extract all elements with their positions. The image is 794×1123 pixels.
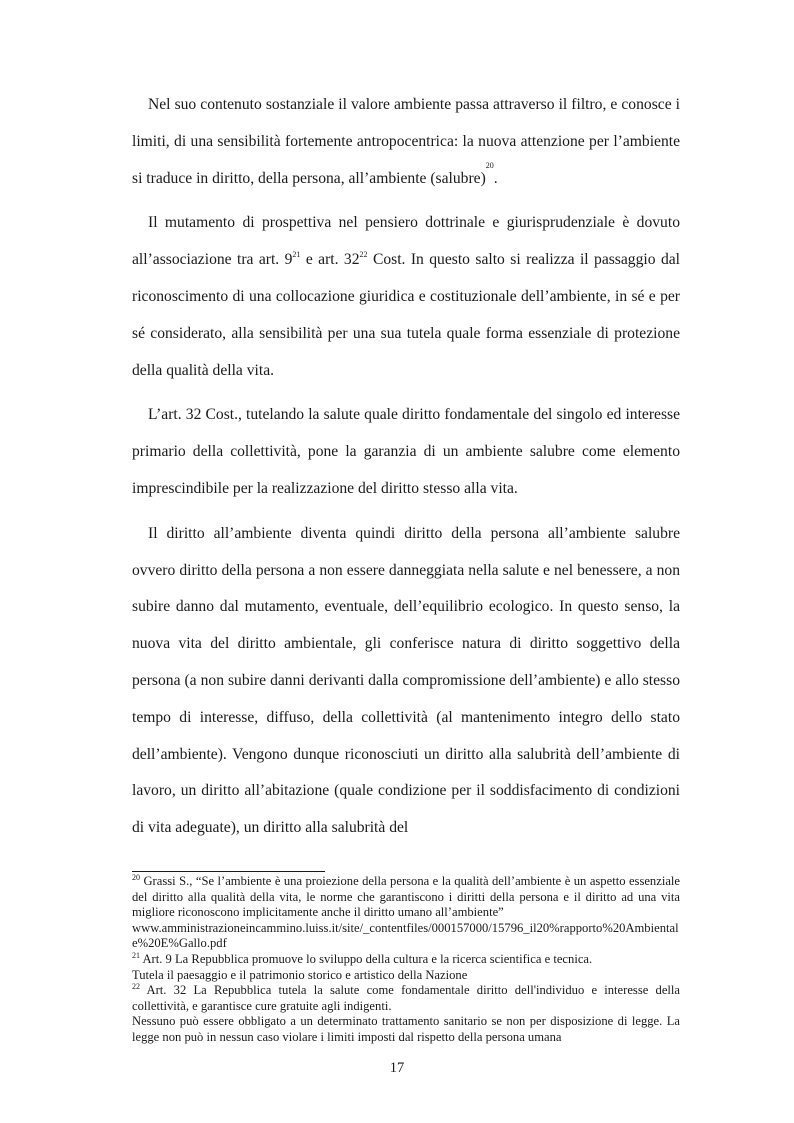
footnote-ref-20[interactable]: 20 — [485, 160, 494, 170]
paragraph-3: L’art. 32 Cost., tutelando la salute quale diritto fondamentale del singolo ed interesse primario della collettività, pone la garanzia di un ambiente salubre come elemento imprescindibile per la realizzazione del diritto stesso alla vita. — [132, 406, 680, 497]
footnote-ref-21[interactable]: 21 — [292, 250, 301, 260]
footnote-separator — [132, 871, 325, 872]
paragraph-1-text: Nel suo contenuto sostanziale il valore ambiente passa attraverso il filtro, e conosce i limiti, di una sensibilità fortemente antropocentrica: la nuova attenzione per l’ambiente si traduce in diritto, della persona, all’ambiente (salubre) — [132, 96, 680, 187]
footnote-20-link[interactable]: www.amministrazioneincammino.luiss.it/site/_contentfiles/000157000/15796_il20%rapporto%20Ambientale%20E%Gallo.pdf — [132, 920, 679, 951]
footnotes — [132, 874, 680, 1046]
paragraph-1-end: . — [493, 169, 498, 187]
paragraph-1 — [132, 87, 680, 197]
footnote-number-21: 21 — [132, 950, 140, 960]
footnote-ref-22[interactable]: 22 — [359, 250, 368, 260]
footnote-number-20: 20 — [132, 873, 140, 882]
footnote-number-22: 22 — [132, 982, 140, 992]
footnote-20 — [132, 874, 680, 952]
paragraph-2-text-b: e art. 32 — [300, 251, 360, 269]
footnote-22-line-1: Art. 32 La Repubblica tutela la salute come fondamentale diritto dell'individuo e interesse della collettività, e garantisce cure gratuite agli indigenti. — [132, 983, 680, 1013]
paragraph-4: Il diritto all’ambiente diventa quindi diritto della persona all’ambiente salubre ovvero diritto della persona a non essere danneggiata nella salute e nel benessere, a non subire danno dal mutamento, eventuale, dell’equilibrio ecologico. In questo senso, la nuova vita del diritto ambientale, gli conferisce natura di diritto soggettivo della persona (a non subire danni derivanti dalla compromissione dell’ambiente) e allo stesso tempo di interesse, diffuso, della collettività (al mantenimento integro dello stato dell’ambiente). Vengono dunque riconosciuti un diritto alla salubrità dell’ambiente di lavoro, un diritto all’abitazione (quale condizione per il soddisfacimento di condizioni di vita adeguate), un diritto alla salubrità del — [132, 524, 680, 837]
paragraph-2 — [132, 205, 680, 389]
page-number: 17 — [389, 1060, 405, 1076]
paragraph-2-text-c: Cost. In questo salto si realizza il passaggio dal riconoscimento di una collocazione giuridica e costituzionale dell’ambiente, in sé e per sé considerato, alla sensibilità per una sua tutela quale forma essenziale di protezione della qualità della vita. — [132, 251, 680, 379]
footnote-22 — [132, 983, 680, 1045]
body-text — [132, 87, 680, 847]
footnote-22-line-2: Nessuno può essere obbligato a un determinato trattamento sanitario se non per disposizione di legge. La legge non può in nessun caso violare i limiti imposti dal rispetto della persona umana — [132, 1014, 680, 1044]
footnote-20-text: Grassi S., “Se l’ambiente è una proiezione della persona e la qualità dell’ambiente è un aspetto essenziale del diritto alla qualità della vita, le norme che garantiscono i diritti della persona e il diritto ad una vita migliore riconoscono implicitamente anche il diritto umano all’ambiente” — [132, 874, 680, 920]
footnote-21-line-1: Art. 9 La Repubblica promuove lo sviluppo della cultura e la ricerca scientifica e tecnica. — [140, 951, 593, 966]
footnote-21-line-2: Tutela il paesaggio e il patrimonio storico e artistico della Nazione — [132, 967, 468, 982]
paragraph-2-text-a: Il mutamento di prospettiva nel pensiero dottrinale e giurisprudenziale è dovuto all’associazione tra art. 9 — [132, 214, 680, 269]
footnote-21 — [132, 952, 680, 983]
